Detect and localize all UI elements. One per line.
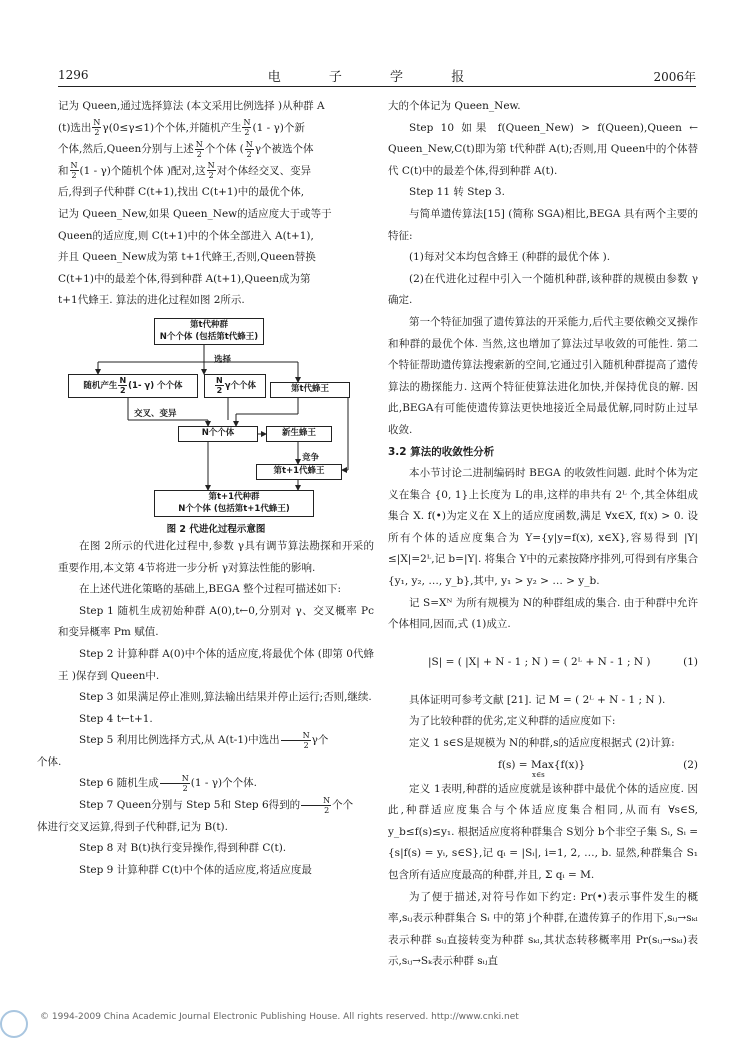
flow-label-compete: 竞争 bbox=[302, 452, 320, 463]
step-1: Step 1 随机生成初始种群 A(0),t←0,分别对 γ、交叉概率 Pc 和变异概率 Pm 赋值. bbox=[58, 604, 374, 639]
figure-caption: 图 2 代进化过程示意图 bbox=[166, 523, 266, 535]
definition-1: 定义 1 s∈S是规模为 N的种群,s的适应度根据式 (2)计算: bbox=[409, 737, 675, 750]
section-heading: 3.2 算法的收敛性分析 bbox=[388, 445, 495, 458]
flow-box-generation-t1: 第t+1代种群 N个个体 (包括第t+1代蜂王) bbox=[154, 490, 314, 517]
fraction: $\frac{N}{2}$ bbox=[93, 118, 101, 138]
right-paragraph-1: 大的个体记为 Queen_New. bbox=[388, 100, 521, 112]
flow-label-select: 选择 bbox=[214, 354, 232, 365]
step-7: Step 7 Queen分别与 Step 5和 Step 6得到的 $\frac{N}{2}$ 个个 体进行交叉运算,得到子代种群,记为 B(t). bbox=[37, 795, 354, 833]
right-paragraph-8: 定义 1表明,种群的适应度就是该种群中最优个体的适应度. 因此,种群适应度集合与个体适应度集合相同,从而有 ∀s∈S, y_b≤f(s)≤y₁. 根据适应度将种群集合 S划分 b个非空子集 Sᵢ, Sᵢ = {s|f(s) = yᵢ, s∈S},记 qᵢ = |Sᵢ|, i=1, 2, …, b. 显然,种群集合 S₁ 包含所有适应度最高的种群,并且, Σ qᵢ = M. bbox=[388, 782, 698, 881]
step-2: Step 2 计算种群 A(0)中个体的适应度,将最优个体 (即第 0代蜂王 )保存到 Queen中. bbox=[58, 647, 374, 682]
step-3: Step 3 如果满足停止准则,算法输出结果并停止运行;否则,继续. bbox=[79, 691, 372, 704]
equation-2: f(s) = Max{f(x)} x∈s (2) bbox=[388, 755, 698, 779]
step-11: Step 11 转 Step 3. bbox=[409, 186, 505, 199]
step-10: Step 10 如果 f(Queen_New) > f(Queen),Queen ← Queen_New,C(t)即为第 t代种群 A(t);否则,用 Queen中的个体替代 C(t)中的最差个体,得到种群 A(t). bbox=[388, 121, 698, 177]
left-paragraph-2: 在图 2所示的代进化过程中,参数 γ具有调节算法勘探和开采的重要作用,本文第 4节将进一步分析 γ对算法性能的影响. bbox=[58, 539, 374, 574]
left-column bbox=[37, 96, 374, 881]
left-paragraph-1: 记为 Queen,通过选择算法 (本文采用比例选择 )从种群 A (t)选出 $\frac{N}{2}$ γ(0≤γ≤1)个个体,并随机产生 $\frac{N}{2}$ (1 - γ)个新 个体,然后,Queen分别与上述 $\frac{N}{2}$ 个个体 ( $\frac{N}{2}$ γ个被选个体 和 $\frac{N}{2}$ (1 - γ)个随机个体 )配对,这 $\frac{N}{2}$ 对个体经交叉、变异 后,得到子代种群 C(t+1),找出 C(t+1)中的最优个体, 记为 Queen_New,如果 Queen_New的适应度大于或等于 Queen的适应度,则 C(t+1)中的个体全部进入 A(t+1), 并且 Queen_New成为第 t+1代蜂王,否则,Queen替换 C(t+1)中的最差个体,得到种群 A(t+1),Queen成为第 t+1代蜂王. 算法的进化过程如图 2所示. bbox=[58, 100, 332, 307]
flow-box-generation-t: 第t代种群 N个个体 (包括第t代蜂王) bbox=[154, 318, 264, 345]
right-paragraph-6: 具体证明可参考文献 [21]. 记 M = ( 2ᴸ + N - 1 ; N ). bbox=[409, 693, 666, 706]
flow-box-selected: $\frac{N}{2}$ γ个个体 bbox=[204, 374, 266, 398]
step-8: Step 8 对 B(t)执行变异操作,得到种群 C(t). bbox=[79, 842, 287, 855]
journal-title: 电 子 学 报 bbox=[267, 70, 487, 85]
left-paragraph-3: 在上述代进化策略的基础上,BEGA 整个过程可描述如下: bbox=[79, 583, 342, 596]
right-paragraph-2: 与简单遗传算法[15] (简称 SGA)相比,BEGA 具有两个主要的特征: bbox=[388, 207, 698, 242]
step-5: Step 5 利用比例选择方式,从 A(t-1)中选出 $\frac{N}{2}$ γ个 个体. bbox=[37, 730, 329, 768]
right-paragraph-4: 本小节讨论二进制编码时 BEGA 的收敛性问题. 此时个体为定义在集合 {0, 1}上长度为 L的串,这样的串共有 2ᴸ 个,其全体组成集合 X. f(•)为定义在 X上的适应度函数,满足 ∀x∈X, f(x) > 0. 设所有个体的适应度集合为 Y={y|y=f(x), x∈X},容易得到 |Y|≤|X|=2ᴸ,记 b=|Y|. 将集合 Y中的元素按降序排列,可得到有序集合 {y₁, y₂, …, y_b},其中, y₁ > y₂ > … > y_b. bbox=[388, 467, 698, 588]
flow-box-queen-t: 第t代蜂王 bbox=[270, 382, 350, 398]
flow-box-queen-t1: 第t+1代蜂王 bbox=[256, 464, 342, 480]
flow-box-new-queen: 新生蜂王 bbox=[266, 426, 332, 442]
step-4: Step 4 t←t+1. bbox=[79, 712, 153, 725]
publisher-logo bbox=[0, 1010, 28, 1038]
equation-2-number: (2) bbox=[683, 758, 698, 771]
page-number: 1296 bbox=[58, 68, 89, 82]
right-paragraph-3: 第一个特征加强了遗传算法的开采能力,后代主要依赖交叉操作和种群的最优个体. 当然,这也增加了算法过早收敛的可能性. 第二个特征帮助遗传算法搜索新的空间,它通过引入随机种群提高了遗传算法的勘探能力. 这两个特征使算法进化加快,并保持优良的解. 因此,BEGA有可能使遗传算法更快地接近全局最优解,同时防止过早收敛. bbox=[388, 315, 698, 436]
equation-1: |S| = ( |X| + N - 1 ; N ) = ( 2ᴸ + N - 1 ; N ) (1) bbox=[388, 636, 698, 690]
flow-box-n-individuals: N个个体 bbox=[178, 426, 258, 442]
step-9: Step 9 计算种群 C(t)中个体的适应度,将适应度最 bbox=[79, 863, 312, 876]
feature-2: (2)在代进化过程中引入一个随机种群,该种群的规模由参数 γ确定. bbox=[388, 272, 698, 307]
copyright-footer: © 1994-2009 China Academic Journal Electronic Publishing House. All rights reserved. http://www.cnki.net bbox=[40, 1012, 519, 1022]
step-6: Step 6 随机生成 $\frac{N}{2}$ (1 - γ)个个体. bbox=[79, 773, 257, 793]
right-paragraph-5: 记 S=Xᴺ 为所有规模为 N的种群组成的集合. 由于种群中允许个体相同,因而,式 (1)成立. bbox=[388, 596, 698, 631]
feature-1: (1)每对父本均包含蜂王 (种群的最优个体 ). bbox=[409, 251, 611, 264]
page-header bbox=[58, 66, 696, 87]
right-paragraph-7: 为了比较种群的优劣,定义种群的适应度如下: bbox=[409, 715, 616, 728]
year: 2006年 bbox=[653, 70, 696, 84]
equation-1-number: (1) bbox=[683, 655, 698, 668]
right-paragraph-9: 为了便于描述,对符号作如下约定: Pr(•)表示事件发生的概率,sᵢⱼ表示种群集合 Sᵢ 中的第 j个种群,在遗传算子的作用下,sᵢⱼ→sₖₗ表示种群 sᵢⱼ直接转变为种群 sₖₗ,其状态转移概率用 Pr(sᵢⱼ→sₖₗ)表示,sᵢⱼ→Sₖ表示种群 sᵢⱼ直 bbox=[388, 890, 698, 968]
flow-box-random: 随机产生 $\frac{N}{2}$ (1- γ) 个个体 bbox=[68, 374, 198, 398]
flow-label-crossover: 交叉、变异 bbox=[134, 408, 177, 419]
right-column bbox=[388, 96, 698, 973]
figure-2-flowchart bbox=[58, 314, 374, 536]
